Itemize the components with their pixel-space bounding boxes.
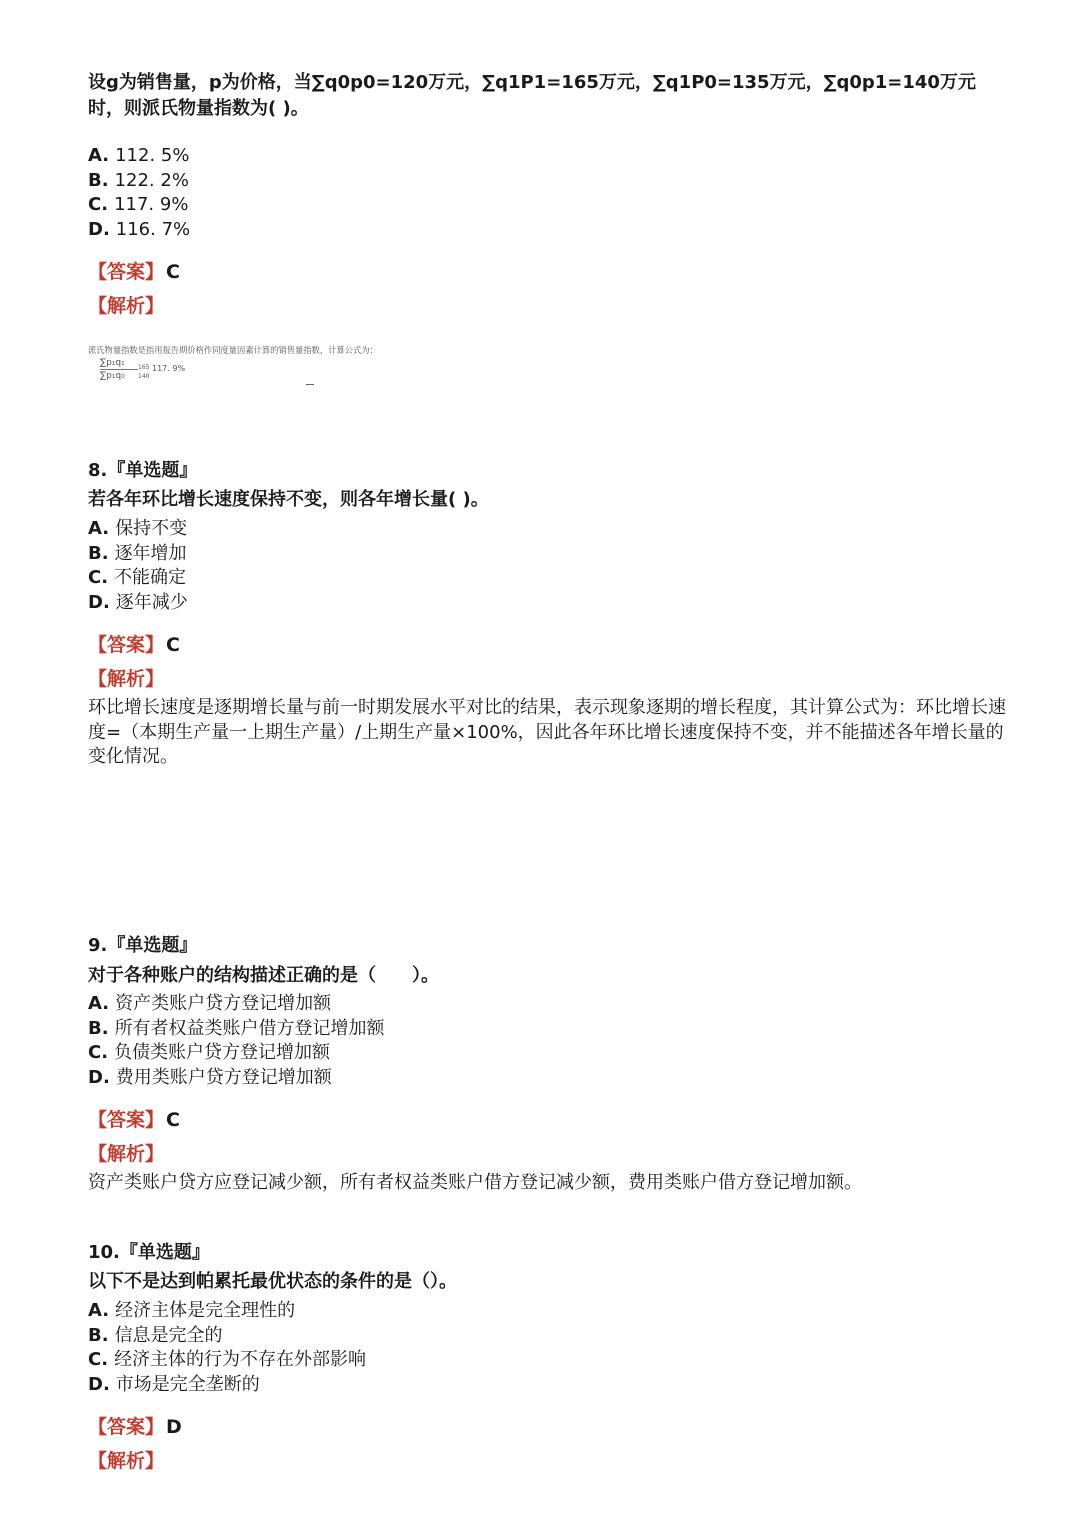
question-8-number: 8.『单选题』 — [88, 460, 198, 481]
question-8-stem: 若各年环比增长速度保持不变，则各年增长量( )。 — [88, 489, 489, 510]
option-d: D. 逐年减少 — [88, 591, 188, 613]
option-b: B. 逐年增加 — [88, 542, 187, 564]
option-a: A. 经济主体是完全理性的 — [88, 1300, 296, 1321]
question-9-analysis-tag: 【解析】 — [88, 1143, 165, 1165]
option-c: C. 不能确定 — [88, 567, 187, 588]
formula-image — [88, 344, 448, 404]
question-9-analysis: 资产类账户贷方应登记减少额，所有者权益类账户借方登记减少额，费用类账户借方登记增加额。 — [88, 1172, 862, 1193]
option-b: B. 信息是完全的 — [88, 1324, 223, 1346]
question-10-analysis-tag: 【解析】 — [88, 1450, 165, 1472]
question-9-options — [88, 992, 1008, 1090]
question-9-stem: 对于各种账户的结构描述正确的是（ ）。 — [88, 965, 439, 986]
option-c: C. 经济主体的行为不存在外部影响 — [88, 1349, 367, 1370]
formula-caption: 派氏物量指数是指用报告期价格作同度量因素计算的销售量指数，计算公式为： — [88, 346, 378, 356]
question-8-options — [88, 517, 1008, 615]
question-10-stem: 以下不是达到帕累托最优状态的条件的是（）。 — [88, 1271, 457, 1292]
option-d: D. 市场是完全垄断的 — [88, 1373, 260, 1395]
formula-numerator: ∑p₁q₁ — [100, 358, 125, 368]
option-d: D. 116. 7% — [88, 218, 191, 240]
question-8-analysis-tag: 【解析】 — [88, 668, 165, 690]
question-10-answer: 【答案】 D — [88, 1416, 182, 1438]
option-b: B. 122. 2% — [88, 169, 189, 191]
option-c: C. 负债类账户贷方登记增加额 — [88, 1042, 331, 1063]
question-7-analysis-tag: 【解析】 — [88, 295, 165, 317]
question-7-options — [88, 144, 1008, 242]
option-a: A. 资产类账户贷方登记增加额 — [88, 993, 332, 1014]
question-8-analysis: 环比增长速度是逐期增长量与前一时期发展水平对比的结果，表示现象逐期的增长程度，其计算公式为：环比增长速度=（本期生产量一上期生产量）/上期生产量×100%，因此各年环比增长速度保持不变，并不能描述各年增长量的变化情况。 — [88, 697, 1006, 767]
fraction-bar — [100, 369, 138, 370]
formula-dash — [306, 384, 314, 385]
question-8-answer: 【答案】 C — [88, 634, 180, 656]
question-7 — [88, 70, 1008, 122]
question-9-answer: 【答案】 C — [88, 1109, 180, 1131]
question-7-answer: 【答案】 C — [88, 261, 180, 283]
formula-denominator: ∑p₁q₀ — [100, 371, 125, 381]
option-d: D. 费用类账户贷方登记增加额 — [88, 1066, 332, 1088]
option-a: A. 112. 5% — [88, 145, 190, 166]
option-a: A. 保持不变 — [88, 518, 188, 539]
formula-fraction — [100, 358, 138, 381]
question-10-number: 10.『单选题』 — [88, 1242, 210, 1263]
question-7-stem: 设g为销售量，p为价格，当∑q0p0=120万元，∑q1P1=165万元，∑q1P0=135万元，∑q0p1=140万元时，则派氏物量指数为( )。 — [88, 72, 976, 119]
formula-den-value: 140 — [138, 373, 150, 380]
formula-result: 117. 9% — [152, 364, 186, 373]
formula-num-value: 165 — [138, 364, 150, 371]
option-b: B. 所有者权益类账户借方登记增加额 — [88, 1017, 385, 1039]
question-10-options — [88, 1299, 1008, 1397]
question-9-number: 9.『单选题』 — [88, 935, 198, 956]
option-c: C. 117. 9% — [88, 194, 189, 215]
